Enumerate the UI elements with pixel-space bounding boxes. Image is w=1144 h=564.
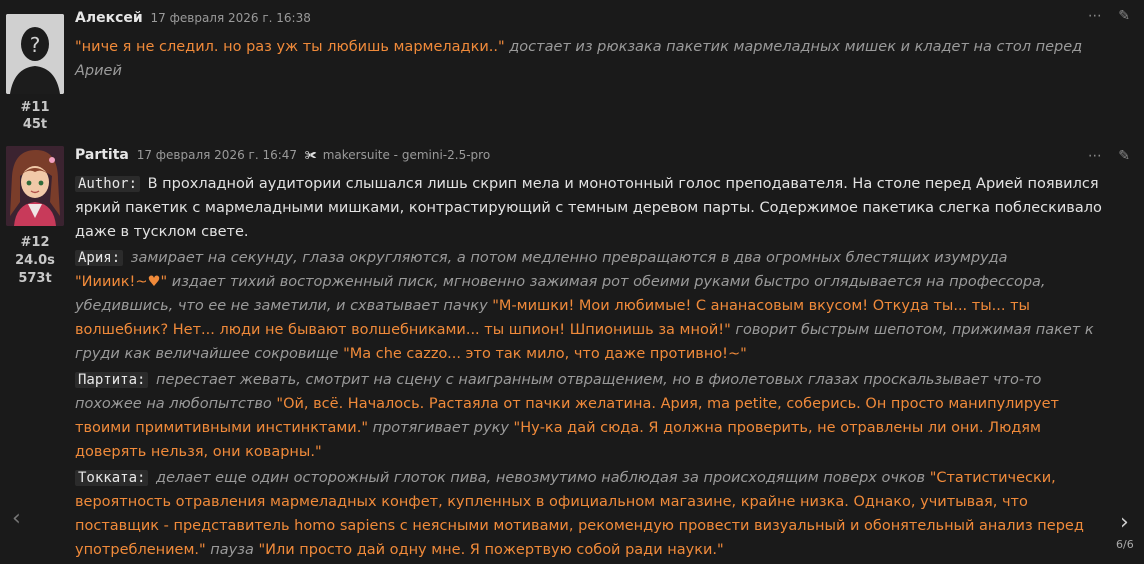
message-timestamp: 17 февраля 2026 г. 16:47 [136,148,298,162]
avatar[interactable] [6,14,64,94]
avatar[interactable] [6,146,64,226]
dialogue-text: "Статистически, вероятность отравления мармеладных конфет, купленных в официальном магазине, крайне низка. Однако, учитывая, что поставщик - представитель homo sapiens с неясными мотивами, рекомендую провести визуальный и обонятельный анализ перед употреблением." [75,470,1084,558]
message-tools [1076,148,1130,164]
action-text: достает из рюкзака пакетик мармеладных мишек и кладет на стол перед Арией [75,39,1083,79]
chat-message [0,140,1144,558]
character-avatar-image [6,146,64,226]
message-number: #11 [20,100,50,115]
message-header [75,147,490,163]
speaker-tag: Ария: [75,250,123,266]
speaker-tag: Author: [75,176,140,192]
token-count: 45t [22,117,48,132]
dialogue-text: "Ma che cazzo... это так мило, что даже противно!~" [343,346,747,362]
token-count: 573t [18,271,52,286]
message-paragraph [75,368,1104,464]
dialogue-text: "Ну-ка дай сюда. Я должна проверить, не отравлены ли они. Людям доверять нельзя, они коварны." [75,420,1041,460]
action-text: протягивает руку [368,420,514,436]
message-timestamp: 17 февраля 2026 г. 16:38 [150,11,311,25]
svg-text:?: ? [29,33,41,57]
chat-message [0,0,1144,132]
author-name: Алексей [75,10,143,26]
swipe-counter: 6/6 [1116,538,1134,551]
action-text: пауза [205,542,259,558]
dialogue-text: "Ой, всё. Началось. Растаяла от пачки желатина. Ария, ma petite, соберись. Он просто манипулирует твоими примитивными инстинктами." [75,396,1059,436]
more-options-icon[interactable]: ⋯ [1087,148,1102,164]
action-text: издает тихий восторженный писк, мгновенно зажимая рот обеими руками быстро оглядывается на профессора, убедившись, что ее не заметили, и схватывает пачку [75,274,1046,314]
more-options-icon[interactable]: ⋯ [1087,8,1102,24]
dialogue-text: "М-мишки! Мои любимые! С ананасовым вкусом! Откуда ты... ты... ты волшебник? Нет... люди не бывают волшебниками... ты шпион! Шпионишь за мной!" [75,298,1030,338]
edit-icon[interactable]: ✎ [1118,148,1130,164]
message-header [75,10,311,26]
message-paragraph [75,246,1104,366]
author-name: Partita [75,147,129,163]
message-number: #12 [20,235,50,250]
message-tools [1076,8,1130,24]
generation-time: 24.0s [15,253,55,268]
action-text: говорит быстрым шепотом, прижимая пакет к груди как величайшее сокровище [75,322,1094,362]
message-paragraph [75,466,1104,562]
dialogue-text: "ниче я не следил. но раз уж ты любишь мармеладки.." [75,39,505,55]
edit-icon[interactable]: ✎ [1118,8,1130,24]
narration-text: В прохладной аудитории слышался лишь скрип мела и монотонный голос преподавателя. На столе перед Арией появился яркий пакетик с мармеладными мишками, контрастирующий с темным деревом парты. Содержимое пакетика слегка поблескивало даже в тусклом свете. [75,176,1102,240]
action-text: замирает на секунду, глаза округляются, а потом медленно превращаются в два огромных блестящих изумруда [130,250,1008,266]
swipe-left-icon[interactable]: ‹ [12,506,21,531]
message-paragraph [75,172,1104,244]
model-icon: ✀ [304,148,317,162]
action-text: перестает жевать, смотрит на сцену с наигранным отвращением, но в фиолетовых глазах проскальзывает что-то похожее на любопытство [75,372,1042,412]
swipe-right-icon[interactable]: › [1120,510,1129,535]
default-avatar-icon [6,14,64,94]
action-text: делает еще один осторожный глоток пива, невозмутимо наблюдая за происходящим поверх очков [156,470,930,486]
speaker-tag: Партита: [75,372,148,388]
message-body [75,35,1104,85]
message-body [75,172,1104,564]
model-name: makersuite - gemini-2.5-pro [322,148,491,162]
message-paragraph [75,35,1104,83]
dialogue-text: "Иииик!~♥" [75,274,168,290]
speaker-tag: Токката: [75,470,148,486]
dialogue-text: "Или просто дай одну мне. Я пожертвую собой ради науки." [258,542,724,558]
